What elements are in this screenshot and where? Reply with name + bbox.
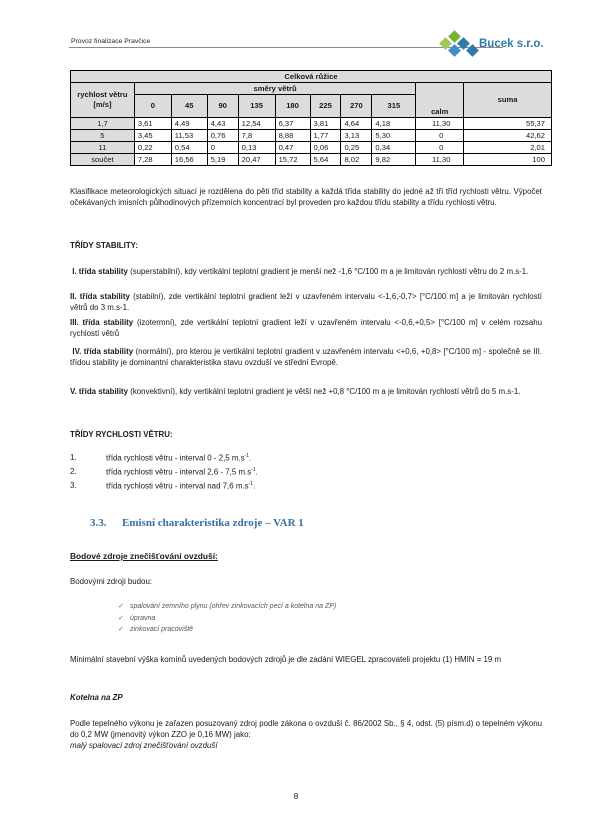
table-cell: 7,28 — [134, 154, 171, 166]
list-number: 1. — [70, 453, 77, 462]
direction-225: 225 — [310, 95, 341, 118]
page-number: 8 — [293, 792, 299, 801]
table-cell: 4,64 — [341, 118, 372, 130]
row-label: 5 — [71, 130, 135, 142]
table-cell: 5,30 — [372, 130, 416, 142]
table-cell: 0,22 — [134, 142, 171, 154]
boiler-paragraph — [70, 718, 542, 752]
list-item-text: zinkovací pracoviště — [130, 626, 194, 633]
sum-header: suma — [464, 83, 552, 118]
list-item — [118, 613, 336, 625]
wind-classes-heading: TŘÍDY RYCHLOSTI VĚTRU: — [70, 430, 173, 439]
stability-class-4 — [70, 346, 542, 368]
stability-class-name: II. třída stability — [70, 292, 130, 301]
stability-class-name: IV. třída stability — [72, 347, 134, 356]
table-cell: 20,47 — [238, 154, 275, 166]
table-cell: 0,54 — [171, 142, 207, 154]
table-row — [71, 142, 552, 154]
row-label: 11 — [71, 142, 135, 154]
direction-90: 90 — [207, 95, 238, 118]
checkmark-icon: ✓ — [118, 603, 124, 610]
table-cell: 0,06 — [310, 142, 341, 154]
stability-class-text: (stabilní), zde vertikální teplotní gradient leží v uzavřeném intervalu <-1,6,-0,7> [°C/100 m] a je limitován rychlostí větrů do 3 m.s-1. — [70, 292, 542, 313]
stability-class-text: (normální), pro kterou je vertikální teplotní gradient v uzavřeném intervalu <+0,6, +0,8> [°C/100 m] - společně se III. třídou stability je dominantní charakteristika stavu ovzduší ve střední Evropě. — [70, 347, 542, 368]
table-cell: 5,19 — [207, 154, 238, 166]
sum-cell: 100 — [464, 154, 552, 166]
direction-calm: calm — [416, 83, 464, 118]
wind-class-text: třída rychlosti větru - interval 0 - 2,5 m.s — [106, 453, 245, 463]
direction-180: 180 — [275, 95, 310, 118]
table-cell: 0,47 — [275, 142, 310, 154]
table-body — [71, 118, 552, 166]
section-heading — [90, 517, 304, 529]
table-cell: 0,25 — [341, 142, 372, 154]
table-cell: 12,54 — [238, 118, 275, 130]
wind-class-text: třída rychlosti větru - interval nad 7,6 m.s — [106, 481, 249, 491]
wind-class-sup: -1 — [251, 467, 256, 473]
wind-class-text: třída rychlosti větru - interval 2,6 - 7,5 m.s — [106, 467, 252, 477]
table-cell: 7,8 — [238, 130, 275, 142]
wind-class-end: . — [255, 467, 258, 477]
table-cell: 4,49 — [171, 118, 207, 130]
stability-class-text: (superstabilní), kdy vertikální teplotní gradient je menší než -1,6 °C/100 m a je limitován rychlostí větru do 2 m.s-1. — [127, 267, 529, 276]
section-title: Emisní charakteristika zdroje – VAR 1 — [122, 517, 304, 529]
stability-class-name: V. třída stability — [70, 387, 129, 396]
table-cell: 0,13 — [238, 142, 275, 154]
list-item-text: spalování zemního plynu (ohřev zinkovacích pecí a kotelna na ZP) — [130, 603, 337, 610]
wind-class-end: . — [249, 453, 252, 463]
stability-class-5 — [70, 386, 542, 397]
direction-45: 45 — [171, 95, 207, 118]
direction-0: 0 — [134, 95, 171, 118]
table-cell: 16,56 — [171, 154, 207, 166]
table-cell: 11,30 — [416, 154, 464, 166]
wind-class-end: . — [252, 481, 256, 491]
wind-rose-table — [70, 70, 552, 166]
sum-cell: 55,37 — [464, 118, 552, 130]
boiler-text: Podle tepelného výkonu je zařazen posuzovaný zdroj podle zákona o ovzduší č. 86/2002 Sb., § 4, odst. (5) písm.d) o tepelném výkonu do 0,2 MW (jmenovitý výkon ZZO je 0,16 MW) jako: — [70, 719, 542, 740]
company-logo — [436, 30, 556, 60]
stability-heading: TŘÍDY STABILITY: — [70, 241, 138, 250]
stability-class-3 — [70, 317, 542, 339]
table-cell: 0 — [416, 142, 464, 154]
list-number: 3. — [70, 481, 77, 490]
sum-cell: 2,01 — [464, 142, 552, 154]
stability-class-text: (izotermní), zde vertikální teplotní gradient leží v uzavřeném intervalu <-0,6,+0,5> [°C/100 m] v celém rozsahu rychlostí větrů — [70, 318, 543, 339]
point-sources-list — [118, 601, 336, 636]
table-cell: 3,13 — [341, 130, 372, 142]
table-cell: 8,02 — [341, 154, 372, 166]
table-cell: 1,77 — [310, 130, 341, 142]
table-title: Celková růžice — [71, 71, 552, 83]
stability-class-name: I. třída stability — [72, 267, 128, 276]
direction-header: směry větrů — [134, 83, 415, 95]
table-cell: 0,34 — [372, 142, 416, 154]
row-header: rychlost větru [m/s] — [71, 83, 135, 118]
direction-270: 270 — [341, 95, 372, 118]
table-cell: 3,61 — [134, 118, 171, 130]
table-cell: 0 — [416, 130, 464, 142]
table-cell: 3,81 — [310, 118, 341, 130]
table-cell: 6,37 — [275, 118, 310, 130]
list-item-text: úpravna — [130, 614, 156, 622]
table-row — [71, 130, 552, 142]
stability-class-1 — [70, 266, 542, 277]
stability-class-name: III. třída stability — [70, 318, 134, 327]
checkmark-icon: ✓ — [118, 626, 124, 633]
header-title: Provoz finalizace Pravčice — [71, 38, 151, 45]
sum-cell: 42,62 — [464, 130, 552, 142]
chimney-paragraph: Minimální stavební výška komínů uvedených bodových zdrojů je dle zadání WIEGEL zpracovateli projektu (1) HMIN = 19 m — [70, 655, 502, 664]
list-item — [118, 601, 336, 613]
table-cell: 3,45 — [134, 130, 171, 142]
direction-315: 315 — [372, 95, 416, 118]
wind-class-sup: -1 — [244, 453, 250, 459]
row-label: součet — [71, 154, 135, 166]
boiler-heading: Kotelna na ZP — [70, 693, 123, 702]
table-cell: 15,72 — [275, 154, 310, 166]
wind-class-sup: -1 — [248, 481, 253, 487]
table-cell: 11,53 — [171, 130, 207, 142]
point-sources-intro: Bodovými zdroji budou: — [70, 577, 153, 586]
point-sources-heading: Bodové zdroje znečišťování ovzduší: — [70, 551, 218, 561]
table-cell: 0 — [207, 142, 238, 154]
table-cell: 5,64 — [310, 154, 341, 166]
direction-135: 135 — [238, 95, 275, 118]
table-cell: 8,88 — [275, 130, 310, 142]
table-cell: 0,76 — [207, 130, 238, 142]
section-number: 3.3. — [90, 517, 107, 529]
boiler-italic: malý spalovací zdroj znečišťování ovzduší — [70, 741, 218, 751]
table-cell: 11,30 — [416, 118, 464, 130]
logo-diamond-icon — [466, 44, 479, 57]
intro-paragraph: Klasifikace meteorologických situací je rozdělena do pěti tříd stability a každá třída stability do jedné až tří tříd rychlosti větru. Výpočet očekávaných imisních půlhodinových přízemních koncentrací byl proveden pro každou třídu stability a třídu rychlosti větru. — [70, 187, 542, 208]
logo-text: Bucek s.r.o. — [479, 38, 544, 50]
stability-class-text: (konvektivní), kdy vertikální teplotní gradient je větší než +0,8 °C/100 m a je limitován rychlostí větrů do 5 m.s-1. — [128, 387, 521, 396]
table-row — [71, 154, 552, 166]
table-cell: 4,18 — [372, 118, 416, 130]
checkmark-icon: ✓ — [118, 614, 124, 622]
table-cell: 9,82 — [372, 154, 416, 166]
list-item — [118, 624, 336, 636]
table-cell: 4,43 — [207, 118, 238, 130]
table-row — [71, 118, 552, 130]
row-label: 1,7 — [71, 118, 135, 130]
list-number: 2. — [70, 467, 77, 476]
stability-class-2 — [70, 291, 542, 313]
